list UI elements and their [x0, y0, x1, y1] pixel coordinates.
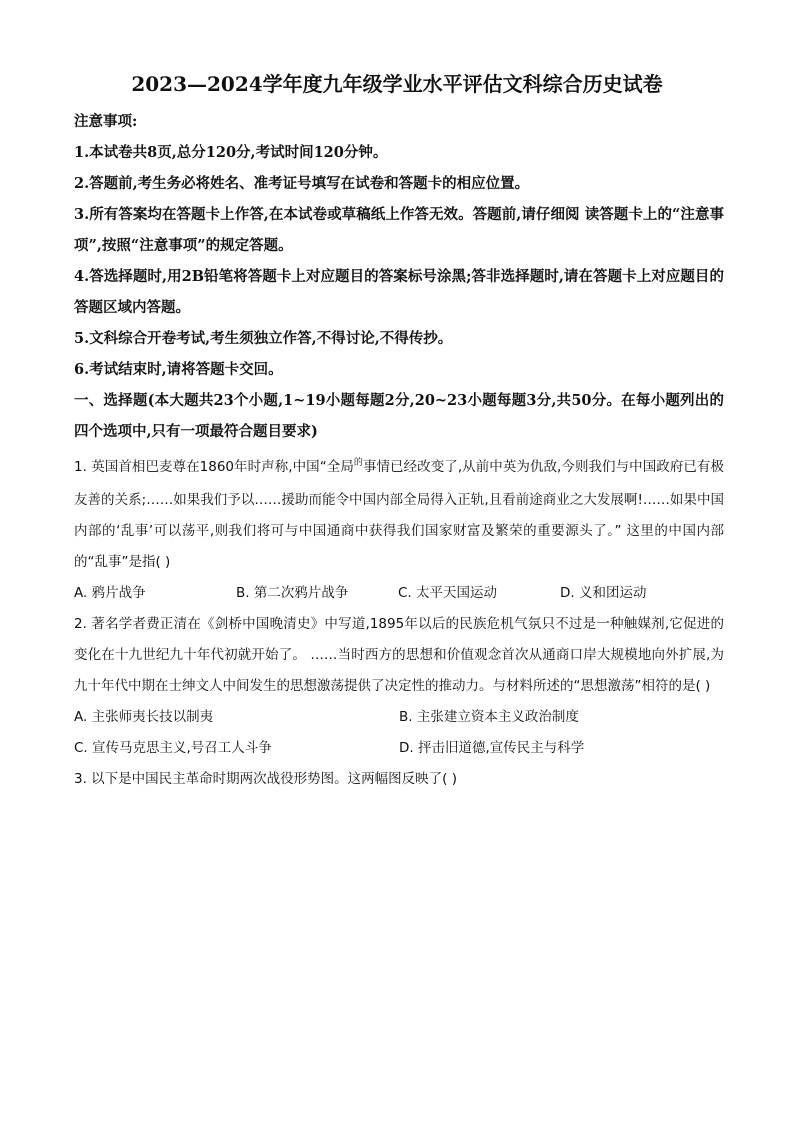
question-2-option-c[interactable]: C. 宣传马克思主义,号召工人斗争 [74, 740, 272, 756]
section-heading: 一、选择题(本大题共23个小题,1~19小题每题2分,20~23小题每题3分,共50分。在每小题列出的四个选项中,只有一项最符合题目要求) [74, 392, 724, 440]
question-2 [74, 609, 724, 764]
question-1-stem-superscript: 的 [353, 458, 363, 468]
question-1-option-a[interactable]: A. 鸦片战争 [74, 585, 146, 601]
note-item-1: 1.本试卷共8页,总分120分,考试时间120分钟。 [74, 144, 388, 161]
question-1-stem-part-a: 1. 英国首相巴麦尊在1860年时声称,中国“全局 [74, 459, 354, 475]
question-1-stem-part-b: 事情已经改变了,从前中英为仇敌,今则我们与中国政府已有极友善的关系;……如果我们予以……援助而能令中国内部全局得入正轨,且看前途商业之大发展啊!……如果中国内部的‘乱事’可以荡平,则我们将可与中国通商中获得我们国家财富及繁荣的重要源头了。” 这里的中国内部的“乱事”是指( ) [74, 459, 724, 570]
question-2-options [74, 702, 724, 764]
question-2-option-a[interactable]: A. 主张师夷长技以制夷 [74, 709, 214, 725]
notes-heading: 注意事项: [74, 113, 138, 130]
note-item-5: 5.文科综合开卷考试,考生须独立作答,不得讨论,不得传抄。 [74, 330, 453, 347]
note-item-6: 6.考试结束时,请将答题卡交回。 [74, 361, 283, 378]
note-item-4: 4.答选择题时,用2B铅笔将答题卡上对应题目的答案标号涂黑;答非选择题时,请在答题卡上对应题目的答题区域内答题。 [74, 268, 724, 316]
question-1-option-b[interactable]: B. 第二次鸦片战争 [236, 585, 349, 601]
notes-section [74, 106, 724, 447]
question-1 [74, 452, 724, 609]
question-2-option-d[interactable]: D. 抨击旧道德,宣传民主与科学 [399, 740, 585, 756]
note-item-2: 2.答题前,考生务必将姓名、准考证号填写在试卷和答题卡的相应位置。 [74, 175, 530, 192]
question-1-options [74, 578, 724, 609]
question-1-stem [74, 452, 724, 578]
note-item-3: 3.所有答案均在答题卡上作答,在本试卷或草稿纸上作答无效。答题前,请仔细阅 读答题卡上的“注意事项”,按照“注意事项”的规定答题。 [74, 206, 724, 254]
question-1-option-d[interactable]: D. 义和团运动 [560, 585, 647, 601]
question-2-stem: 2. 著名学者费正清在《剑桥中国晚清史》中写道,1895年以后的民族危机气氛只不过是一种触媒剂,它促进的变化在十九世纪九十年代初就开始了。 ……当时西方的思想和价值观念首次从通商口岸大规模地向外扩展,为九十年代中期在士绅文人中间发生的思想激荡提供了决定性的推动力。与材料所述的“思想激荡”相符的是( ) [74, 616, 724, 694]
question-2-option-b[interactable]: B. 主张建立资本主义政治制度 [399, 709, 579, 725]
questions-section [74, 452, 724, 795]
question-3 [74, 764, 724, 795]
question-3-stem: 3. 以下是中国民主革命时期两次战役形势图。这两幅图反映了( ) [74, 771, 457, 787]
exam-title: 2023—2024学年度九年级学业水平评估文科综合历史试卷 [131, 72, 663, 96]
question-1-option-c[interactable]: C. 太平天国运动 [398, 585, 498, 601]
